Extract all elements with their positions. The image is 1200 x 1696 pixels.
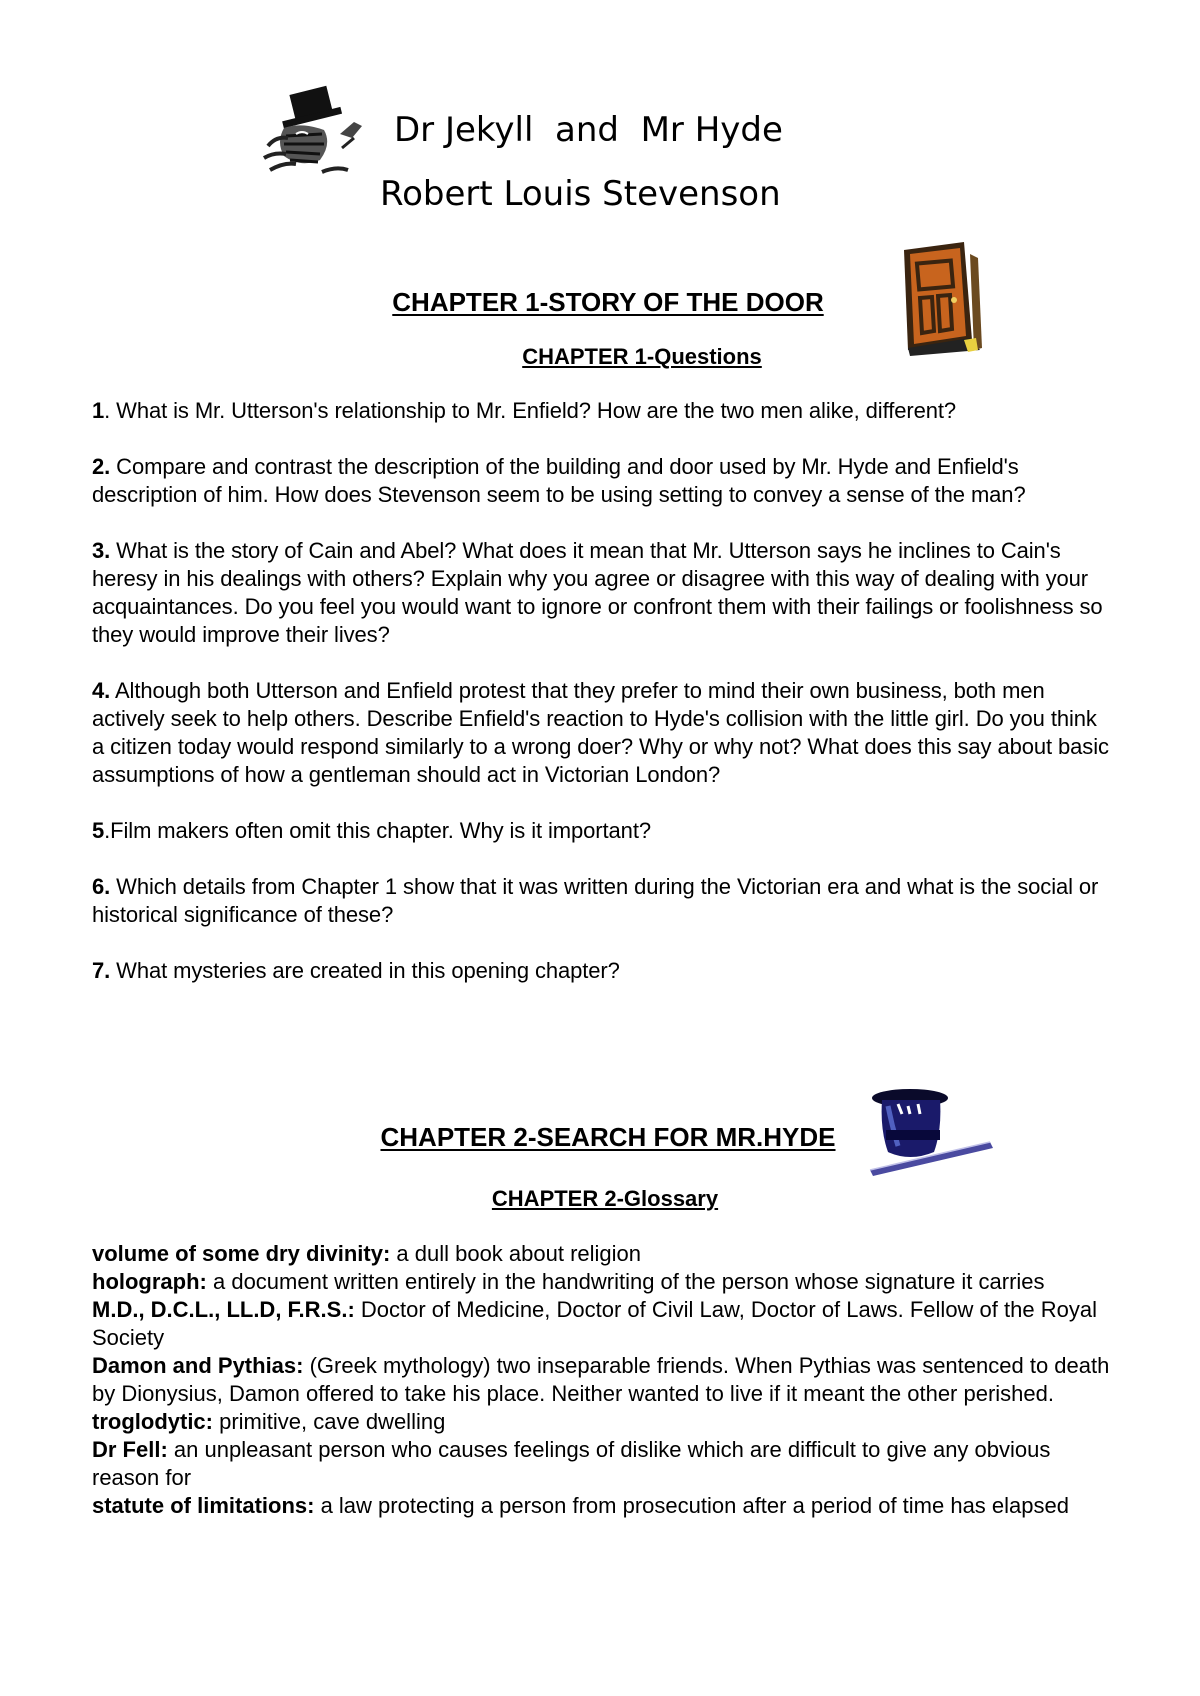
question-item (92, 397, 1112, 425)
glossary-definition: a dull book about religion (390, 1241, 642, 1266)
question-number: 4. (92, 678, 111, 703)
glossary-term: M.D., D.C.L., LL.D, F.R.S.: (92, 1297, 355, 1322)
chapter-2-glossary-list (92, 1240, 1112, 1520)
glossary-definition: Doctor of Medicine, Doctor of Civil Law, Doctor of Laws. Fellow of the Royal Society (92, 1297, 1097, 1350)
glossary-definition: a document written entirely in the handwriting of the person whose signature it carries (206, 1269, 1045, 1294)
question-item (92, 537, 1112, 649)
chapter-2-heading: CHAPTER 2-SEARCH FOR MR.HYDE (380, 1122, 836, 1152)
chapter-1-heading: CHAPTER 1-STORY OF THE DOOR (392, 287, 824, 317)
chapter-1-questions-heading: CHAPTER 1-Questions (522, 344, 762, 369)
glossary-term: troglodytic: (92, 1409, 213, 1434)
glossary-entry (92, 1492, 1112, 1520)
question-item (92, 957, 1112, 985)
glossary-term: holograph: (92, 1269, 207, 1294)
glossary-entry (92, 1240, 1112, 1268)
glossary-term: Damon and Pythias: (92, 1353, 304, 1378)
question-text: .Film makers often omit this chapter. Why is it important? (104, 818, 651, 843)
question-item (92, 873, 1112, 929)
question-number: 5 (92, 818, 105, 843)
question-number: 7. (92, 958, 111, 983)
question-number: 2. (92, 454, 111, 479)
man-in-top-hat-icon (262, 84, 372, 184)
question-number: 1 (92, 398, 105, 423)
author-name: Robert Louis Stevenson (380, 174, 781, 214)
glossary-entry (92, 1296, 1112, 1352)
question-number: 6. (92, 874, 111, 899)
question-text: Which details from Chapter 1 show that it was written during the Victorian era and what is the social or historical significance of these? (92, 874, 1099, 927)
title-block (380, 98, 840, 226)
glossary-entry (92, 1436, 1112, 1492)
chapter-2-glossary-heading: CHAPTER 2-Glossary (491, 1186, 719, 1211)
question-text: Compare and contrast the description of the building and door used by Mr. Hyde and Enfield's description of him. How does Stevenson seem to be using setting to convey a sense of the man? (92, 454, 1026, 507)
question-text: What is the story of Cain and Abel? What does it mean that Mr. Utterson says he inclines to Cain's heresy in his dealings with others? Explain why you agree or disagree with this way of dealing with your acquaintances. Do you feel you would want to ignore or confront them with their failings or foolishness so they would improve their lives? (92, 538, 1103, 647)
glossary-term: volume of some dry divinity: (92, 1241, 391, 1266)
glossary-term: Dr Fell: (92, 1437, 168, 1462)
question-text: Although both Utterson and Enfield protest that they prefer to mind their own business, both men actively seek to help others. Describe Enfield's reaction to Hyde's collision with the little girl. Do you think a citizen today would respond similarly to a wrong doer? Why or why not? What does this say about basic assumptions of how a gentleman should act in Victorian London? (92, 678, 1109, 787)
glossary-entry (92, 1352, 1112, 1408)
glossary-entry (92, 1408, 1112, 1436)
question-item (92, 677, 1112, 789)
glossary-term: statute of limitations: (92, 1493, 315, 1518)
question-text: . What is Mr. Utterson's relationship to Mr. Enfield? How are the two men alike, different? (104, 398, 956, 423)
glossary-definition: (Greek mythology) two inseparable friends. When Pythias was sentenced to death by Dionysius, Damon offered to take his place. Neither wanted to live if it meant the other perished. (92, 1353, 1110, 1406)
question-text: What mysteries are created in this opening chapter? (110, 958, 620, 983)
question-item (92, 453, 1112, 509)
chapter-1-question-list (92, 397, 1112, 1013)
glossary-definition: primitive, cave dwelling (213, 1409, 446, 1434)
glossary-definition: a law protecting a person from prosecution after a period of time has elapsed (314, 1493, 1069, 1518)
glossary-definition: an unpleasant person who causes feelings of dislike which are difficult to give any obvious reason for (92, 1437, 1051, 1490)
glossary-entry (92, 1268, 1112, 1296)
document-title: Dr Jekyll and Mr Hyde (394, 110, 783, 150)
question-number: 3. (92, 538, 111, 563)
question-item (92, 817, 1112, 845)
